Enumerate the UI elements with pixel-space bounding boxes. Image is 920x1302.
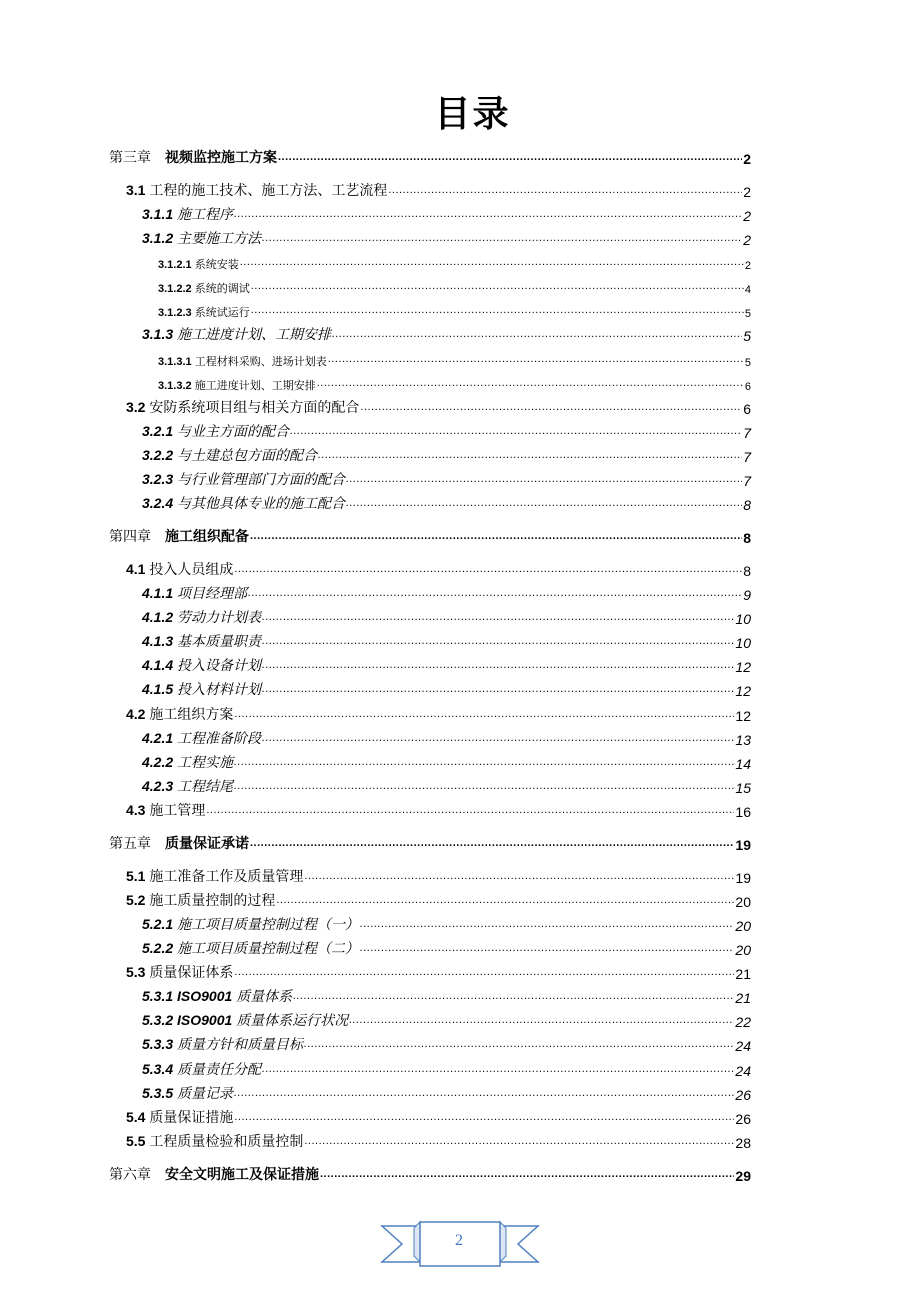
- toc-entry[interactable]: [142, 679, 751, 699]
- toc-dot-leader: [234, 1088, 734, 1103]
- toc-page-number: 5: [744, 357, 751, 369]
- toc-dot-leader: [290, 426, 742, 441]
- toc-entry-label: [158, 304, 250, 320]
- toc-entry-number: 3.2.1: [142, 423, 174, 439]
- toc-entry-label: [158, 256, 239, 272]
- toc-entry-label: [126, 1107, 233, 1127]
- toc-dot-leader: [360, 402, 742, 417]
- toc-entry[interactable]: [126, 1131, 751, 1151]
- toc-page-number: 5: [743, 328, 751, 344]
- toc-chapter-entry[interactable]: [109, 1164, 751, 1184]
- toc-entry[interactable]: [126, 397, 751, 417]
- toc-entry[interactable]: [142, 421, 751, 441]
- toc-entry-number: 5.1: [126, 868, 146, 884]
- toc-entry-text: 系统试运行: [194, 307, 250, 319]
- toc-page-number: 21: [735, 966, 751, 982]
- toc-dot-leader: [234, 967, 734, 982]
- toc-page-number: 14: [735, 756, 751, 772]
- toc-dot-leader: [360, 943, 734, 958]
- toc-entry-label: [142, 607, 261, 627]
- toc-page-number: 26: [735, 1087, 751, 1103]
- toc-dot-leader: [251, 281, 744, 296]
- toc-entry-label: [142, 938, 359, 958]
- toc-entry-label: [158, 280, 250, 296]
- toc-entry-text: 投入人员组成: [149, 561, 234, 577]
- toc-page-number: 20: [735, 942, 751, 958]
- toc-entry-number: 5.3.3: [142, 1036, 174, 1052]
- toc-page-number: 2: [743, 232, 751, 248]
- toc-entry[interactable]: [142, 1083, 751, 1103]
- toc-entry-label: [109, 526, 249, 546]
- toc-entry-number: 3.1: [126, 182, 146, 198]
- toc-entry-number: 3.1.2.3: [158, 307, 192, 319]
- toc-dot-leader: [262, 733, 734, 748]
- toc-entry-text: 施工准备工作及质量管理: [149, 868, 304, 884]
- toc-dot-leader: [262, 1064, 734, 1079]
- toc-entry[interactable]: [142, 938, 751, 958]
- toc-entry-label: [142, 421, 289, 441]
- toc-entry-label: [126, 559, 233, 579]
- toc-entry[interactable]: [142, 324, 751, 344]
- toc-dot-leader: [328, 354, 744, 369]
- toc-page-number: 20: [735, 918, 751, 934]
- toc-entry-number: 第六章: [109, 1166, 151, 1182]
- toc-page-number: 7: [743, 473, 751, 489]
- toc-entry[interactable]: [142, 607, 751, 627]
- toc-entry-label: [142, 914, 359, 934]
- toc-entry-number: 5.2: [126, 892, 146, 908]
- toc-entry-label: [109, 833, 249, 853]
- toc-entry-number: 5.3.2 ISO9001: [142, 1012, 233, 1028]
- toc-entry-number: 3.1.2.1: [158, 259, 192, 271]
- toc-entry-number: 3.2.3: [142, 471, 174, 487]
- toc-dot-leader: [262, 636, 734, 651]
- toc-entry-number: 3.1.3.1: [158, 356, 192, 368]
- toc-page-number: 6: [743, 401, 751, 417]
- toc-dot-leader: [276, 895, 734, 910]
- toc-page-number: 19: [735, 837, 751, 853]
- toc-page-number: 7: [743, 449, 751, 465]
- toc-entry[interactable]: [158, 300, 751, 320]
- toc-page-number: 15: [735, 780, 751, 796]
- toc-dot-leader: [234, 1112, 734, 1127]
- toc-entry-text: 施工管理: [149, 802, 206, 818]
- toc-entry[interactable]: [142, 469, 751, 489]
- toc-entry-label: [142, 679, 261, 699]
- toc-page-number: 2: [744, 260, 751, 272]
- toc-page-number: 6: [744, 381, 751, 393]
- toc-entry[interactable]: [126, 180, 751, 200]
- toc-dot-leader: [248, 588, 742, 603]
- toc-page-number: 12: [735, 683, 751, 699]
- toc-entry-text: 施工质量控制的过程: [149, 892, 276, 908]
- toc-chapter-entry[interactable]: [109, 147, 751, 167]
- toc-entry-number: 3.1.3: [142, 326, 174, 342]
- toc-entry-label: [142, 728, 261, 748]
- toc-entry-label: [126, 962, 233, 982]
- toc-dot-leader: [318, 450, 742, 465]
- toc-page-number: 2: [743, 208, 751, 224]
- toc-entry-number: 5.3: [126, 964, 146, 980]
- toc-page-number: 19: [735, 870, 751, 886]
- toc-entry-text: 施工进度计划、工期安排: [177, 326, 332, 342]
- toc-entry-number: 3.1.3.2: [158, 380, 192, 392]
- toc-page-number: 5: [744, 308, 751, 320]
- toc-entry-text: 系统安装: [194, 259, 239, 271]
- toc-entry-number: 4.2.3: [142, 778, 174, 794]
- toc-entry-text: 质量方针和质量目标: [177, 1036, 304, 1052]
- toc-entry[interactable]: [142, 445, 751, 465]
- toc-entry[interactable]: [126, 1107, 751, 1127]
- toc-entry[interactable]: [126, 890, 751, 910]
- toc-entry[interactable]: [126, 962, 751, 982]
- toc-page-number: 2: [743, 184, 751, 200]
- toc-entry-text: 施工项目质量控制过程（二）: [177, 940, 360, 956]
- toc-entry-text: 质量保证措施: [149, 1109, 234, 1125]
- toc-entry-label: [142, 228, 261, 248]
- toc-entry-label: [126, 866, 303, 886]
- toc-entry-text: 安全文明施工及保证措施: [165, 1166, 319, 1182]
- toc-entry-text: 系统的调试: [194, 283, 250, 295]
- toc-entry-label: [142, 1034, 303, 1054]
- toc-entry-label: [126, 180, 387, 200]
- toc-dot-leader: [234, 709, 734, 724]
- toc-page-number: 2: [743, 151, 751, 167]
- toc-entry-number: 4.1.5: [142, 681, 174, 697]
- toc-entry-text: 安防系统项目组与相关方面的配合: [149, 399, 360, 415]
- toc-dot-leader: [206, 805, 734, 820]
- toc-page-number: 10: [735, 635, 751, 651]
- toc-dot-leader: [250, 838, 734, 853]
- page-title: 目录: [434, 93, 511, 135]
- toc-entry[interactable]: [142, 228, 751, 248]
- toc-entry[interactable]: [142, 493, 751, 513]
- toc-page-number: 8: [743, 497, 751, 513]
- toc-page-number: 9: [743, 587, 751, 603]
- toc-dot-leader: [262, 660, 734, 675]
- toc-entry-text: 劳动力计划表: [177, 609, 262, 625]
- toc-entry[interactable]: [142, 655, 751, 675]
- toc-entry-label: [142, 324, 331, 344]
- toc-page-number: 10: [735, 611, 751, 627]
- toc-entry-number: 4.1.4: [142, 657, 174, 673]
- toc-entry-text: 投入设备计划: [177, 657, 262, 673]
- toc-entry-label: [142, 445, 317, 465]
- toc-entry-text: 与土建总包方面的配合: [177, 447, 318, 463]
- toc-entry[interactable]: [142, 914, 751, 934]
- toc-entry-label: [142, 493, 345, 513]
- toc-dot-leader: [278, 152, 742, 167]
- toc-entry-label: [142, 776, 233, 796]
- toc-entry-label: [126, 890, 275, 910]
- toc-entry-text: 施工项目质量控制过程（一）: [177, 916, 360, 932]
- toc-dot-leader: [317, 378, 744, 393]
- toc-page-number: 24: [735, 1038, 751, 1054]
- toc-entry-text: 与行业管理部门方面的配合: [177, 471, 346, 487]
- toc-entry-label: [142, 1059, 261, 1079]
- toc-page-number: 8: [743, 530, 751, 546]
- toc-dot-leader: [251, 305, 744, 320]
- toc-entry[interactable]: [142, 631, 751, 651]
- toc-entry[interactable]: [158, 349, 751, 369]
- toc-entry-label: [142, 752, 233, 772]
- toc-entry-number: 5.5: [126, 1133, 146, 1149]
- toc-entry[interactable]: [126, 559, 751, 579]
- toc-entry-number: 5.2.1: [142, 916, 174, 932]
- toc-entry-number: 4.2: [126, 706, 146, 722]
- toc-entry[interactable]: [142, 1059, 751, 1079]
- toc-entry-number: 4.2.2: [142, 754, 174, 770]
- toc-dot-leader: [234, 781, 734, 796]
- toc-entry-text: 施工程序: [177, 206, 234, 222]
- toc-page-number: 12: [735, 708, 751, 724]
- toc-entry[interactable]: [142, 986, 751, 1006]
- toc-dot-leader: [332, 329, 742, 344]
- toc-entry-label: [142, 1083, 233, 1103]
- toc-entry-number: 3.1.2.2: [158, 283, 192, 295]
- toc-dot-leader: [360, 919, 734, 934]
- toc-entry-label: [126, 397, 359, 417]
- toc-entry-label: [126, 704, 233, 724]
- toc-dot-leader: [240, 257, 744, 272]
- toc-chapter-entry[interactable]: [109, 833, 751, 853]
- toc-entry-label: [158, 377, 316, 393]
- toc-entry-text: 工程结尾: [177, 778, 234, 794]
- toc-entry[interactable]: [158, 276, 751, 296]
- toc-entry-text: 质量体系: [236, 988, 293, 1004]
- toc-entry-text: 工程准备阶段: [177, 730, 262, 746]
- toc-entry-text: 质量保证体系: [149, 964, 234, 980]
- toc-entry-number: 3.2.4: [142, 495, 174, 511]
- toc-entry[interactable]: [142, 1034, 751, 1054]
- toc-entry-label: [142, 469, 345, 489]
- toc-entry-number: 5.4: [126, 1109, 146, 1125]
- toc-entry-text: 项目经理部: [177, 585, 248, 601]
- toc-entry-text: 质量体系运行状况: [236, 1012, 349, 1028]
- toc-dot-leader: [293, 991, 734, 1006]
- toc-page-number: 24: [735, 1063, 751, 1079]
- toc-entry[interactable]: [142, 728, 751, 748]
- toc-page-number: 4: [744, 284, 751, 296]
- toc-entry-number: 第四章: [109, 528, 151, 544]
- toc-entry-text: 施工组织配备: [165, 528, 249, 544]
- toc-dot-leader: [346, 474, 742, 489]
- toc-page-number: 26: [735, 1111, 751, 1127]
- toc-entry-text: 质量保证承诺: [165, 835, 249, 851]
- toc-entry-text: 工程的施工技术、施工方法、工艺流程: [149, 182, 388, 198]
- toc-entry-label: [142, 655, 261, 675]
- toc-entry-label: [126, 800, 205, 820]
- toc-entry[interactable]: [126, 704, 751, 724]
- toc-dot-leader: [304, 871, 734, 886]
- toc-dot-leader: [262, 684, 734, 699]
- toc-dot-leader: [346, 498, 742, 513]
- toc-dot-leader: [234, 209, 742, 224]
- toc-dot-leader: [388, 185, 742, 200]
- toc-entry-label: [142, 1010, 348, 1030]
- toc-entry-label: [109, 147, 277, 167]
- toc-dot-leader: [320, 1169, 734, 1184]
- toc-entry-label: [158, 353, 327, 369]
- toc-dot-leader: [234, 564, 742, 579]
- toc-dot-leader: [262, 233, 742, 248]
- toc-entry-text: 质量责任分配: [177, 1061, 262, 1077]
- toc-entry-number: 4.1.1: [142, 585, 174, 601]
- toc-page-number: 29: [735, 1168, 751, 1184]
- toc-dot-leader: [349, 1015, 734, 1030]
- toc-entry-number: 4.1.2: [142, 609, 174, 625]
- toc-entry[interactable]: [158, 373, 751, 393]
- toc-entry-text: 主要施工方法: [177, 230, 262, 246]
- toc-entry-text: 质量记录: [177, 1085, 234, 1101]
- toc-entry[interactable]: [142, 776, 751, 796]
- toc-entry-text: 视频监控施工方案: [165, 149, 277, 165]
- toc-entry-number: 第五章: [109, 835, 151, 851]
- toc-entry-text: 工程材料采购、进场计划表: [194, 356, 327, 368]
- toc-entry-number: 3.2.2: [142, 447, 174, 463]
- toc-entry[interactable]: [126, 866, 751, 886]
- toc-entry-text: 基本质量职责: [177, 633, 262, 649]
- toc-entry-number: 3.1.1: [142, 206, 174, 222]
- toc-entry-number: 4.1: [126, 561, 146, 577]
- toc-entry-number: 5.3.5: [142, 1085, 174, 1101]
- toc-dot-leader: [304, 1136, 734, 1151]
- toc-entry[interactable]: [126, 800, 751, 820]
- toc-page-number: 20: [735, 894, 751, 910]
- toc-page-number: 12: [735, 659, 751, 675]
- toc-entry-text: 与其他具体专业的施工配合: [177, 495, 346, 511]
- toc-page-number: 13: [735, 732, 751, 748]
- toc-page-number: 21: [735, 990, 751, 1006]
- toc-entry-text: 施工组织方案: [149, 706, 234, 722]
- toc-entry[interactable]: [158, 252, 751, 272]
- toc-entry-label: [126, 1131, 303, 1151]
- toc-page-number: 7: [743, 425, 751, 441]
- toc-entry[interactable]: [142, 752, 751, 772]
- toc-dot-leader: [234, 757, 734, 772]
- toc-entry-number: 4.3: [126, 802, 146, 818]
- toc-entry-label: [142, 583, 247, 603]
- toc-page-number: 8: [743, 563, 751, 579]
- toc-entry-number: 5.2.2: [142, 940, 174, 956]
- toc-entry-label: [142, 204, 233, 224]
- toc-entry-label: [109, 1164, 319, 1184]
- toc-entry-number: 4.1.3: [142, 633, 174, 649]
- toc-dot-leader: [304, 1039, 734, 1054]
- toc-entry-text: 投入材料计划: [177, 681, 262, 697]
- toc-entry-number: 5.3.4: [142, 1061, 174, 1077]
- toc-entry-text: 与业主方面的配合: [177, 423, 290, 439]
- toc-dot-leader: [262, 612, 734, 627]
- toc-entry-label: [142, 631, 261, 651]
- toc-entry-number: 4.2.1: [142, 730, 174, 746]
- toc-entry-text: 施工进度计划、工期安排: [194, 380, 316, 392]
- toc-entry[interactable]: [142, 583, 751, 603]
- toc-entry-label: [142, 986, 292, 1006]
- toc-entry-number: 第三章: [109, 149, 151, 165]
- toc-chapter-entry[interactable]: [109, 526, 751, 546]
- toc-entry-text: 工程质量检验和质量控制: [149, 1133, 304, 1149]
- toc-dot-leader: [250, 531, 742, 546]
- toc-entry[interactable]: [142, 204, 751, 224]
- toc-entry-number: 3.2: [126, 399, 146, 415]
- toc-entry-number: 5.3.1 ISO9001: [142, 988, 233, 1004]
- toc-entry-number: 3.1.2: [142, 230, 174, 246]
- toc-page-number: 16: [735, 804, 751, 820]
- toc-entry[interactable]: [142, 1010, 751, 1030]
- toc-page-number: 22: [735, 1014, 751, 1030]
- toc-page-number: 28: [735, 1135, 751, 1151]
- footer-page-number: 2: [455, 1232, 463, 1249]
- toc-entry-text: 工程实施: [177, 754, 234, 770]
